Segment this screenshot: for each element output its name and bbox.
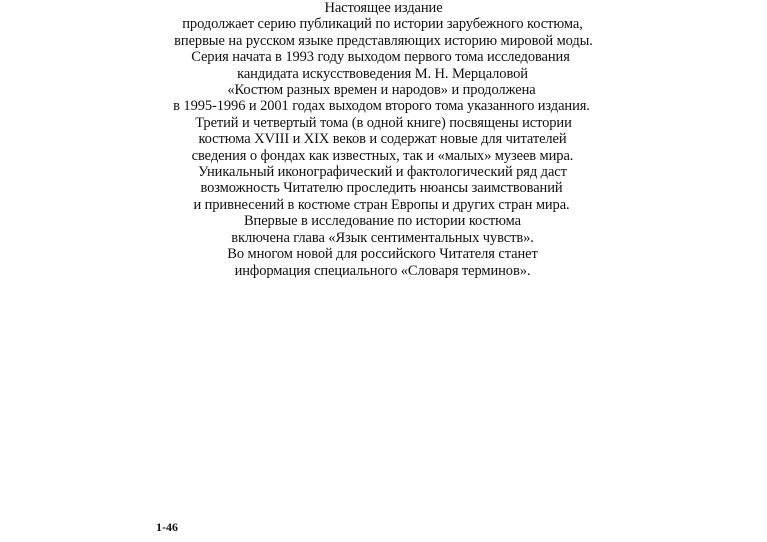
text-line: и привнесений в костюме стран Европы и других стран мира. — [193, 196, 570, 213]
text-line: впервые на русском языке представляющих историю мировой моды. — [174, 32, 593, 49]
text-line: костюма XVIII и XIX веков и содержат новые для читателей — [198, 131, 567, 148]
text-line: Впервые в исследование по истории костюма — [243, 213, 521, 230]
text-line: «Костюм разных времен и народов» и продолжена — [227, 82, 536, 99]
text-line: в 1995-1996 и 2001 годах выходом второго тома указанного издания. — [173, 98, 590, 115]
text-line: Во многом новой для российского Читателя станет — [227, 246, 538, 263]
text-line: продолжает серию публикаций по истории зарубежного костюма, — [182, 16, 583, 33]
text-line: сведения о фондах как известных, так и «малых» музеев мира. — [191, 147, 574, 164]
text-line: кандидата искусствоведения М. Н. Мерцаловой — [237, 65, 528, 82]
text-line: информация специального «Словаря терминов». — [234, 262, 531, 279]
text-line: Третий и четвертый тома (в одной книге) посвящены истории — [195, 114, 572, 131]
text-line: Настоящее издание — [324, 0, 443, 16]
text-line: Серия начата в 1993 году выходом первого тома исследования — [191, 49, 570, 66]
text-line: возможность Читателю проследить нюансы заимствований — [200, 180, 563, 197]
page-code: 1-46 — [156, 520, 178, 534]
text-line: Уникальный иконографический и фактологический ряд даст — [198, 164, 567, 181]
text-line: включена глава «Язык сентиментальных чувств». — [231, 229, 534, 246]
